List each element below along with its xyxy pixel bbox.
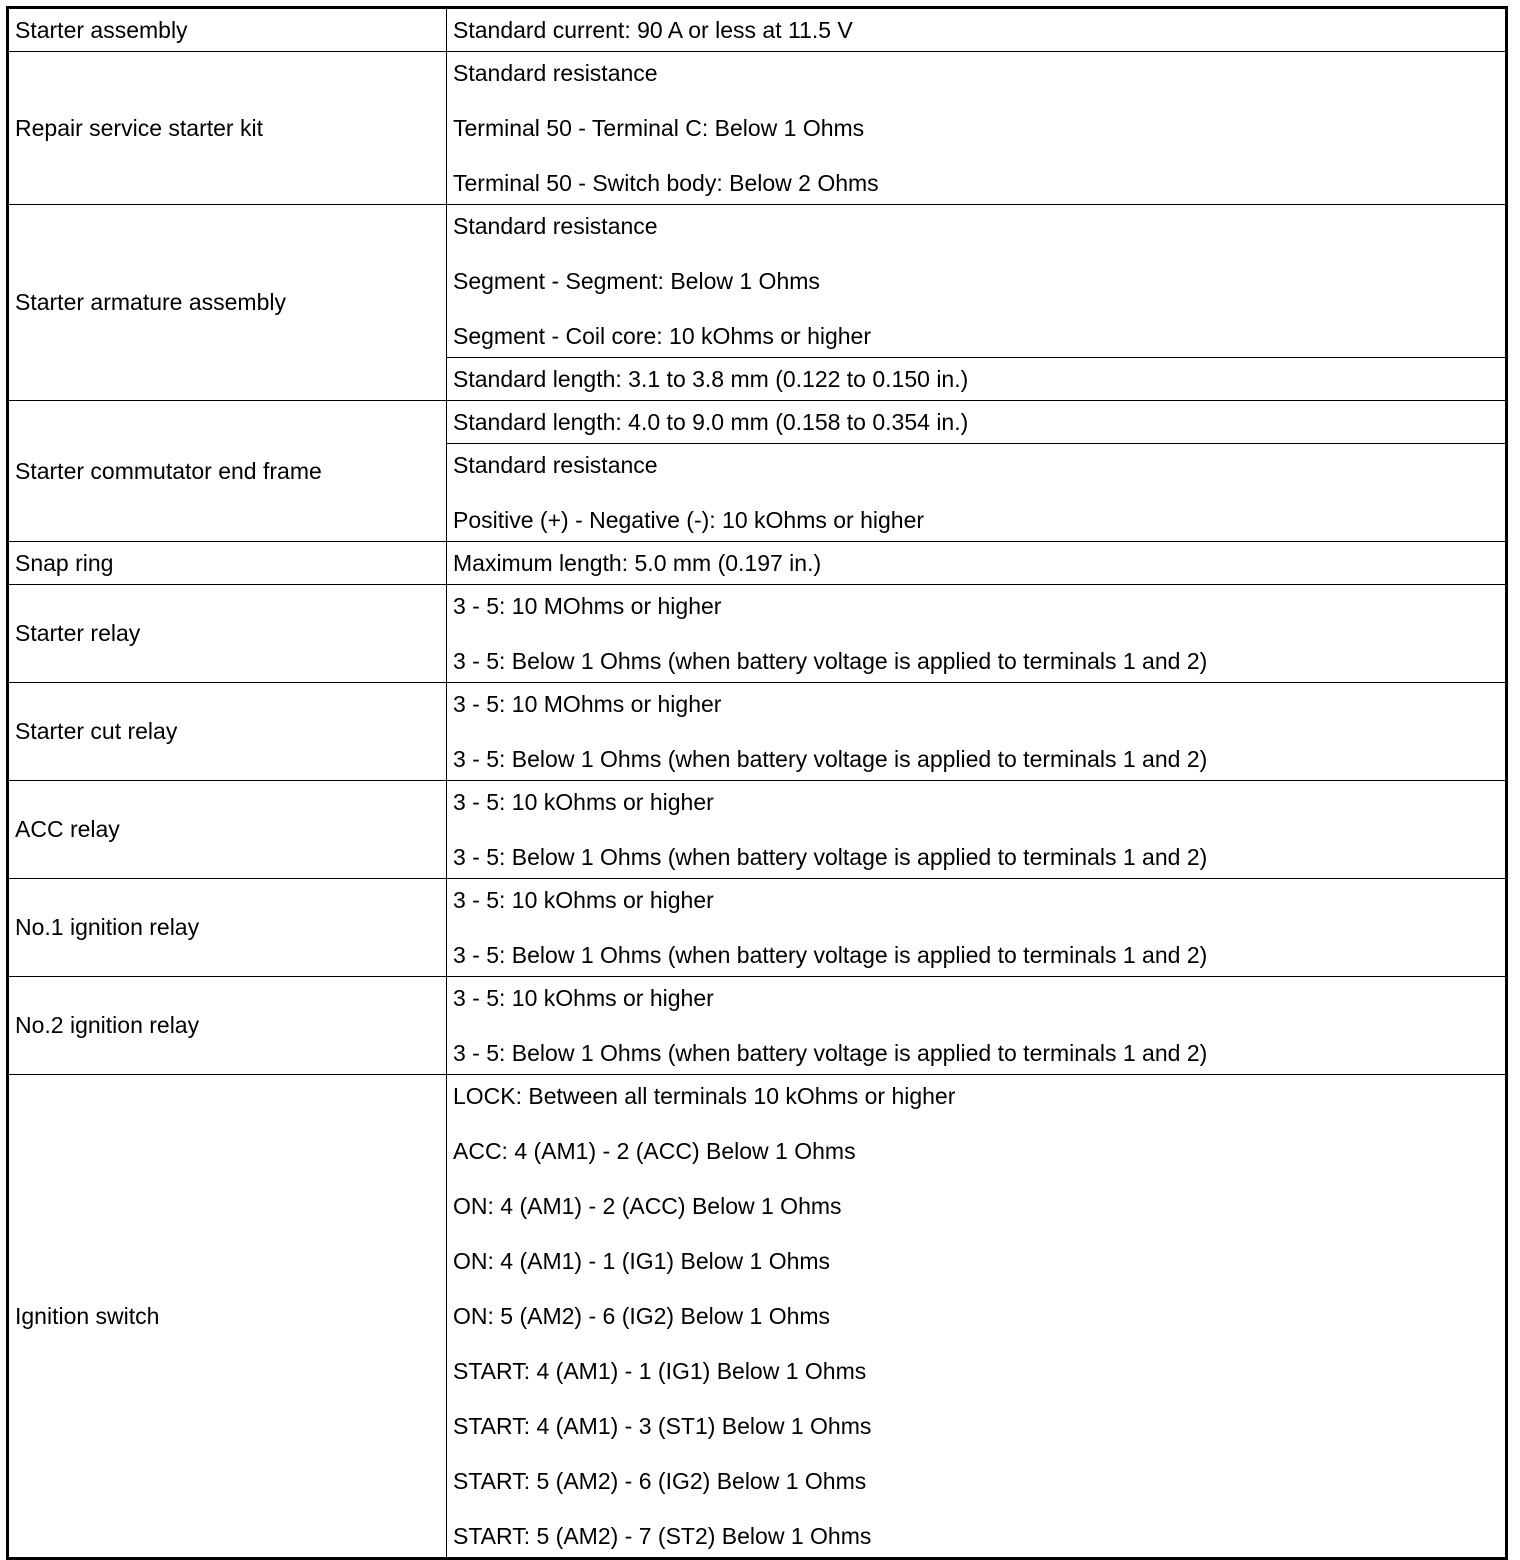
spec-table	[6, 6, 1508, 1560]
spec-cell	[447, 444, 1507, 542]
spec-cell	[447, 781, 1507, 879]
table-row	[8, 1075, 1507, 1559]
spec-cell	[447, 8, 1507, 52]
table-row	[8, 205, 1507, 358]
spec-line: START: 5 (AM2) - 7 (ST2) Below 1 Ohms	[453, 1523, 872, 1549]
spec-line: START: 5 (AM2) - 6 (IG2) Below 1 Ohms	[453, 1468, 867, 1494]
spec-line: Maximum length: 5.0 mm (0.197 in.)	[453, 550, 822, 576]
spec-line: Standard length: 3.1 to 3.8 mm (0.122 to 0.150 in.)	[453, 366, 969, 392]
spec-table-body	[8, 8, 1507, 1559]
table-row	[8, 52, 1507, 205]
component-name: Ignition switch	[8, 1075, 447, 1559]
spec-line: ON: 4 (AM1) - 1 (IG1) Below 1 Ohms	[453, 1248, 831, 1274]
component-name: Snap ring	[8, 542, 447, 585]
spec-line: 3 - 5: 10 kOhms or higher	[453, 985, 714, 1011]
spec-line: 3 - 5: 10 MOhms or higher	[453, 593, 722, 619]
spec-cell	[447, 585, 1507, 683]
component-name: Starter assembly	[8, 8, 447, 52]
table-row	[8, 879, 1507, 977]
spec-cell	[447, 683, 1507, 781]
component-name: Repair service starter kit	[8, 52, 447, 205]
spec-line: Standard resistance	[453, 213, 658, 239]
spec-line: 3 - 5: Below 1 Ohms (when battery voltage is applied to terminals 1 and 2)	[453, 1040, 1208, 1066]
spec-line: Standard current: 90 A or less at 11.5 V	[453, 17, 853, 43]
spec-cell	[447, 977, 1507, 1075]
component-name: No.2 ignition relay	[8, 977, 447, 1075]
table-row	[8, 977, 1507, 1075]
spec-cell	[447, 879, 1507, 977]
component-name: Starter commutator end frame	[8, 401, 447, 542]
table-row	[8, 542, 1507, 585]
table-row	[8, 8, 1507, 52]
spec-line: 3 - 5: Below 1 Ohms (when battery voltage is applied to terminals 1 and 2)	[453, 844, 1208, 870]
spec-line: 3 - 5: 10 kOhms or higher	[453, 887, 714, 913]
spec-line: Terminal 50 - Switch body: Below 2 Ohms	[453, 170, 879, 196]
spec-line: 3 - 5: 10 kOhms or higher	[453, 789, 714, 815]
spec-line: Standard resistance	[453, 60, 658, 86]
component-name: No.1 ignition relay	[8, 879, 447, 977]
spec-cell	[447, 401, 1507, 444]
spec-line: 3 - 5: Below 1 Ohms (when battery voltage is applied to terminals 1 and 2)	[453, 648, 1208, 674]
component-name: Starter relay	[8, 585, 447, 683]
component-name: Starter armature assembly	[8, 205, 447, 401]
spec-cell	[447, 542, 1507, 585]
spec-line: LOCK: Between all terminals 10 kOhms or higher	[453, 1083, 956, 1109]
spec-line: Segment - Segment: Below 1 Ohms	[453, 268, 820, 294]
spec-line: Segment - Coil core: 10 kOhms or higher	[453, 323, 872, 349]
spec-line: 3 - 5: Below 1 Ohms (when battery voltage is applied to terminals 1 and 2)	[453, 746, 1208, 772]
spec-line: ON: 5 (AM2) - 6 (IG2) Below 1 Ohms	[453, 1303, 831, 1329]
spec-line: Standard resistance	[453, 452, 658, 478]
spec-cell	[447, 358, 1507, 401]
table-row	[8, 585, 1507, 683]
table-row	[8, 683, 1507, 781]
component-name: Starter cut relay	[8, 683, 447, 781]
spec-line: Positive (+) - Negative (-): 10 kOhms or higher	[453, 507, 925, 533]
spec-line: START: 4 (AM1) - 3 (ST1) Below 1 Ohms	[453, 1413, 872, 1439]
component-name: ACC relay	[8, 781, 447, 879]
spec-line: Standard length: 4.0 to 9.0 mm (0.158 to 0.354 in.)	[453, 409, 969, 435]
spec-cell	[447, 52, 1507, 205]
spec-cell	[447, 205, 1507, 358]
spec-line: ON: 4 (AM1) - 2 (ACC) Below 1 Ohms	[453, 1193, 842, 1219]
spec-line: START: 4 (AM1) - 1 (IG1) Below 1 Ohms	[453, 1358, 867, 1384]
spec-line: 3 - 5: 10 MOhms or higher	[453, 691, 722, 717]
table-row	[8, 781, 1507, 879]
spec-cell	[447, 1075, 1507, 1559]
spec-line: Terminal 50 - Terminal C: Below 1 Ohms	[453, 115, 865, 141]
spec-line: ACC: 4 (AM1) - 2 (ACC) Below 1 Ohms	[453, 1138, 856, 1164]
spec-line: 3 - 5: Below 1 Ohms (when battery voltage is applied to terminals 1 and 2)	[453, 942, 1208, 968]
table-row	[8, 401, 1507, 444]
